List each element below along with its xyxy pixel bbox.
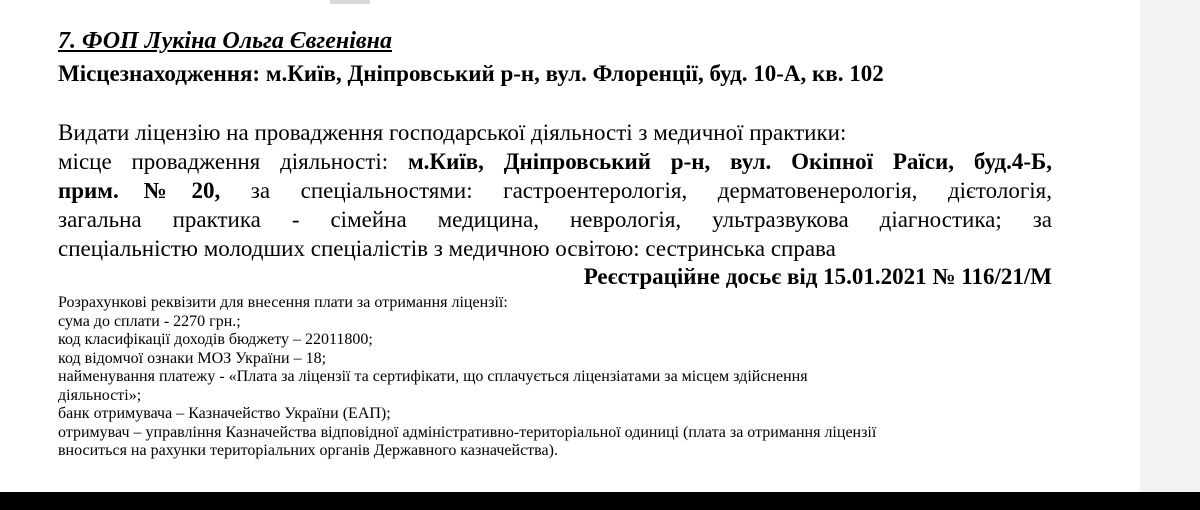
requisites-budget-code: код класифікації доходів бюджету – 22011800; — [58, 331, 373, 348]
license-intro: Видати ліцензію на провадження господарської діяльності з медичної практики: — [58, 120, 847, 145]
place-value-2: прим.№20, — [58, 178, 221, 203]
location-line — [58, 59, 884, 89]
entry-title: 7. ФОП Лукіна Ольга Євгенівна — [58, 28, 392, 54]
requisites-payment-name-1: найменування платежу - «Плата за ліцензії та сертифікати, що сплачується ліцензіатами за місцем здійснення — [58, 368, 808, 385]
requisites-bank: банк отримувача – Казначейство України (ЕАП); — [58, 405, 391, 422]
requisites-recipient-1: отримувач – управління Казначейства відповідної адміністративно-територіальної одиниці (плата за отримання ліцензії — [58, 423, 877, 441]
right-margin-strip — [1140, 0, 1200, 492]
license-specialties-line-2: загальна практика - сімейна медицина, неврологія, ультразвукова діагностика; за — [58, 207, 1052, 232]
license-place-line — [58, 147, 1052, 176]
requisites-payment-name-2: діяльності»; — [58, 386, 142, 404]
specialties-1: за спеціальностями: гастроентерологія, дерматовенерологія, дієтологія, — [250, 178, 1052, 203]
requisites-amount: сума до сплати - 2270 грн.; — [58, 312, 241, 330]
location-label: Місцезнаходження: — [58, 61, 261, 86]
requisites-recipient-2: вноситься на рахунки територіальних органів Державного казначейства). — [58, 442, 558, 459]
license-specialties-line-1 — [58, 176, 1052, 205]
requisites-header: Розрахункові реквізити для внесення плати за отримання ліцензії: — [58, 294, 508, 311]
payment-requisites — [58, 294, 1048, 461]
license-specialties-line-3: спеціальністю молодших спеціалістів з медичною освітою: сестринська справа — [58, 236, 836, 261]
scan-edge-mark — [330, 0, 370, 4]
place-label: місце провадження діяльності: — [58, 149, 389, 174]
license-block — [58, 118, 1052, 263]
location-value: м.Київ, Дніпровський р-н, вул. Флоренції, буд. 10-А, кв. 102 — [265, 61, 884, 86]
registration-dossier: Реєстраційне досьє від 15.01.2021 № 116/21/М — [583, 264, 1052, 289]
requisites-ministry-code: код відомчої ознаки МОЗ України – 18; — [58, 349, 327, 367]
place-value-1: м.Київ, Дніпровський р-н, вул. Окіпної Раїси, буд.4-Б, — [407, 149, 1053, 174]
